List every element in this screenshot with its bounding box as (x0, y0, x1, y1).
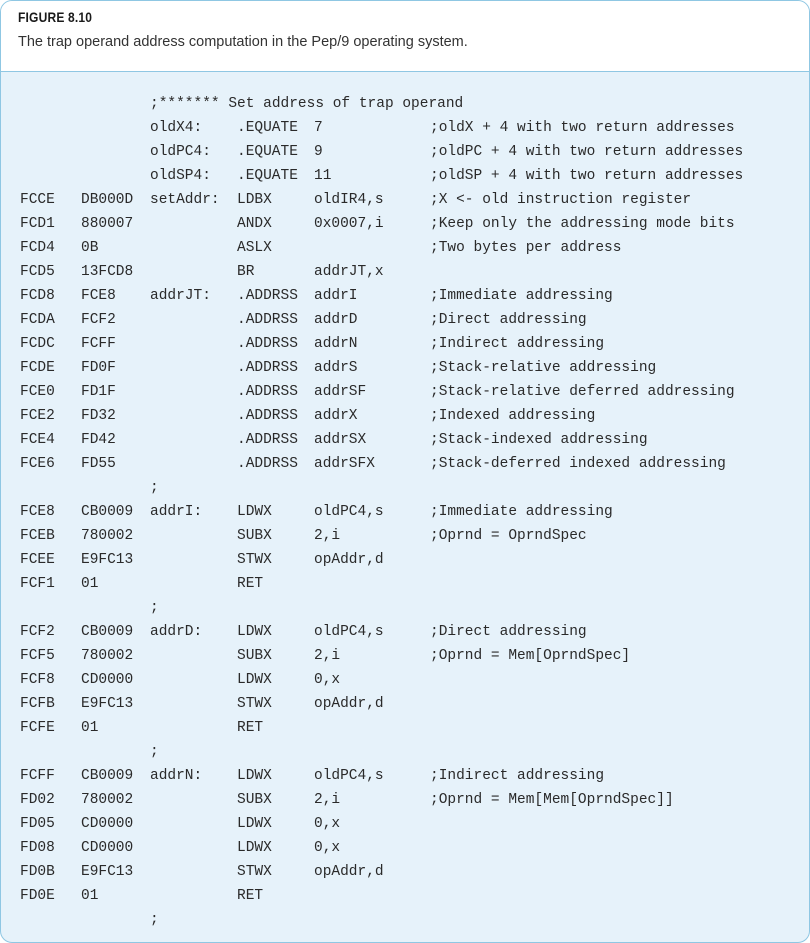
listing-line (1, 188, 809, 212)
listing-comment: ;oldSP + 4 with two return addresses (430, 168, 744, 184)
listing-address: FCEB (20, 528, 55, 544)
listing-address: FD08 (20, 840, 55, 856)
listing-line (1, 140, 809, 164)
listing-line (1, 476, 809, 500)
listing-line (1, 644, 809, 668)
listing-address: FCE6 (20, 456, 55, 472)
listing-operand: oldIR4,s (314, 192, 384, 208)
listing-address: FCF2 (20, 624, 55, 640)
listing-comment: ;Oprnd = Mem[Mem[OprndSpec]] (430, 792, 674, 808)
listing-object-code: 01 (81, 888, 99, 904)
listing-operand: opAddr,d (314, 552, 384, 568)
listing-object-code: 780002 (81, 528, 134, 544)
listing-object-code: FCE8 (81, 288, 116, 304)
listing-line (1, 764, 809, 788)
listing-line (1, 860, 809, 884)
listing-mnemonic: .EQUATE (237, 144, 298, 160)
listing-object-code: FD1F (81, 384, 116, 400)
listing-comment: ;Stack-indexed addressing (430, 432, 648, 448)
listing-address: FD0E (20, 888, 55, 904)
listing-operand: 2,i (314, 792, 341, 808)
listing-mnemonic: ASLX (237, 240, 272, 256)
listing-operand: 2,i (314, 648, 341, 664)
listing-object-code: 880007 (81, 216, 134, 232)
listing-object-code: E9FC13 (81, 864, 134, 880)
listing-comment: ;Stack-deferred indexed addressing (430, 456, 726, 472)
listing-comment-line: ; (150, 600, 159, 616)
listing-address: FCFB (20, 696, 55, 712)
listing-mnemonic: .EQUATE (237, 120, 298, 136)
listing-mnemonic: SUBX (237, 648, 272, 664)
listing-line (1, 908, 809, 932)
listing-comment: ;Stack-relative deferred addressing (430, 384, 735, 400)
listing-operand: 0,x (314, 672, 341, 688)
listing-object-code: 780002 (81, 792, 134, 808)
listing-operand: addrSF (314, 384, 367, 400)
listing-mnemonic: .ADDRSS (237, 336, 298, 352)
listing-comment-line: ; (150, 912, 159, 928)
listing-operand: 2,i (314, 528, 341, 544)
listing-object-code: E9FC13 (81, 696, 134, 712)
listing-line (1, 884, 809, 908)
listing-object-code: FCFF (81, 336, 116, 352)
listing-address: FCE2 (20, 408, 55, 424)
listing-object-code: FD55 (81, 456, 116, 472)
listing-mnemonic: .ADDRSS (237, 360, 298, 376)
listing-mnemonic: .ADDRSS (237, 312, 298, 328)
listing-line (1, 572, 809, 596)
listing-object-code: CB0009 (81, 768, 134, 784)
listing-object-code: 13FCD8 (81, 264, 134, 280)
listing-operand: addrX (314, 408, 358, 424)
listing-address: FD02 (20, 792, 55, 808)
listing-mnemonic: .ADDRSS (237, 408, 298, 424)
listing-operand: addrSX (314, 432, 367, 448)
listing-object-code: CB0009 (81, 504, 134, 520)
listing-operand: 7 (314, 120, 323, 136)
listing-line (1, 428, 809, 452)
listing-object-code: 0B (81, 240, 99, 256)
listing-address: FCFE (20, 720, 55, 736)
listing-symbol: setAddr: (150, 192, 220, 208)
listing-line (1, 380, 809, 404)
listing-mnemonic: LDWX (237, 840, 272, 856)
listing-address: FCD1 (20, 216, 55, 232)
listing-line (1, 356, 809, 380)
listing-symbol: addrJT: (150, 288, 211, 304)
listing-line (1, 668, 809, 692)
listing-object-code: CD0000 (81, 816, 134, 832)
listing-object-code: 780002 (81, 648, 134, 664)
listing-line (1, 740, 809, 764)
listing-line (1, 116, 809, 140)
listing-symbol: oldPC4: (150, 144, 211, 160)
listing-operand: 9 (314, 144, 323, 160)
figure-label: FIGURE 8.10 (18, 9, 93, 25)
listing-mnemonic: .ADDRSS (237, 384, 298, 400)
listing-object-code: E9FC13 (81, 552, 134, 568)
listing-operand: 11 (314, 168, 332, 184)
listing-comment: ;Indexed addressing (430, 408, 596, 424)
listing-comment: ;Oprnd = OprndSpec (430, 528, 587, 544)
listing-line (1, 452, 809, 476)
listing-mnemonic: STWX (237, 552, 272, 568)
listing-line (1, 692, 809, 716)
listing-address: FCE8 (20, 504, 55, 520)
listing-mnemonic: BR (237, 264, 255, 280)
listing-address: FCD5 (20, 264, 55, 280)
listing-object-code: FD0F (81, 360, 116, 376)
listing-object-code: 01 (81, 576, 99, 592)
listing-comment: ;Stack-relative addressing (430, 360, 657, 376)
listing-line (1, 500, 809, 524)
listing-object-code: CD0000 (81, 840, 134, 856)
listing-operand: 0x0007,i (314, 216, 384, 232)
listing-mnemonic: SUBX (237, 528, 272, 544)
listing-line (1, 308, 809, 332)
listing-object-code: CD0000 (81, 672, 134, 688)
listing-object-code: CB0009 (81, 624, 134, 640)
listing-object-code: DB000D (81, 192, 134, 208)
listing-comment-line: ; (150, 744, 159, 760)
listing-symbol: oldSP4: (150, 168, 211, 184)
listing-object-code: FD32 (81, 408, 116, 424)
listing-line (1, 404, 809, 428)
listing-operand: addrN (314, 336, 358, 352)
listing-address: FCE4 (20, 432, 55, 448)
listing-comment: ;Indirect addressing (430, 768, 605, 784)
listing-line (1, 788, 809, 812)
listing-mnemonic: LDWX (237, 768, 272, 784)
listing-comment: ;Oprnd = Mem[OprndSpec] (430, 648, 631, 664)
listing-line (1, 836, 809, 860)
listing-operand: addrD (314, 312, 358, 328)
listing-line (1, 260, 809, 284)
figure-description: The trap operand address computation in the Pep/9 operating system. (18, 34, 468, 50)
listing-mnemonic: .EQUATE (237, 168, 298, 184)
listing-comment: ;oldX + 4 with two return addresses (430, 120, 735, 136)
listing-comment-line: ; (150, 480, 159, 496)
listing-mnemonic: RET (237, 888, 264, 904)
listing-line (1, 524, 809, 548)
listing-comment: ;Indirect addressing (430, 336, 605, 352)
listing-comment-line: ;******* Set address of trap operand (150, 96, 464, 112)
listing-comment: ;Immediate addressing (430, 504, 613, 520)
listing-comment: ;oldPC + 4 with two return addresses (430, 144, 744, 160)
listing-address: FCF1 (20, 576, 55, 592)
listing-address: FCCE (20, 192, 55, 208)
listing-line (1, 812, 809, 836)
listing-operand: oldPC4,s (314, 624, 384, 640)
listing-mnemonic: .ADDRSS (237, 288, 298, 304)
listing-address: FCD8 (20, 288, 55, 304)
listing-mnemonic: RET (237, 720, 264, 736)
listing-symbol: addrI: (150, 504, 203, 520)
listing-operand: opAddr,d (314, 696, 384, 712)
listing-comment: ;Keep only the addressing mode bits (430, 216, 735, 232)
listing-line (1, 548, 809, 572)
listing-address: FCEE (20, 552, 55, 568)
listing-address: FCF8 (20, 672, 55, 688)
listing-line (1, 716, 809, 740)
listing-mnemonic: LDWX (237, 504, 272, 520)
listing-operand: addrI (314, 288, 358, 304)
listing-symbol: addrN: (150, 768, 203, 784)
listing-symbol: addrD: (150, 624, 203, 640)
listing-address: FCDC (20, 336, 55, 352)
listing-comment: ;Direct addressing (430, 312, 587, 328)
listing-operand: 0,x (314, 816, 341, 832)
listing-operand: oldPC4,s (314, 504, 384, 520)
listing-object-code: FCF2 (81, 312, 116, 328)
listing-object-code: 01 (81, 720, 99, 736)
listing-line (1, 284, 809, 308)
listing-address: FD05 (20, 816, 55, 832)
listing-mnemonic: .ADDRSS (237, 456, 298, 472)
listing-comment: ;Two bytes per address (430, 240, 622, 256)
listing-operand: addrSFX (314, 456, 375, 472)
listing-line (1, 212, 809, 236)
listing-operand: oldPC4,s (314, 768, 384, 784)
listing-mnemonic: STWX (237, 864, 272, 880)
listing-mnemonic: ANDX (237, 216, 272, 232)
listing-address: FCDA (20, 312, 55, 328)
listing-address: FCE0 (20, 384, 55, 400)
listing-address: FD0B (20, 864, 55, 880)
listing-address: FCF5 (20, 648, 55, 664)
listing-operand: opAddr,d (314, 864, 384, 880)
listing-object-code: FD42 (81, 432, 116, 448)
listing-operand: addrJT,x (314, 264, 384, 280)
listing-mnemonic: .ADDRSS (237, 432, 298, 448)
listing-comment: ;Direct addressing (430, 624, 587, 640)
assembly-listing (1, 1, 809, 942)
listing-line (1, 596, 809, 620)
listing-mnemonic: LDWX (237, 672, 272, 688)
listing-symbol: oldX4: (150, 120, 203, 136)
listing-mnemonic: STWX (237, 696, 272, 712)
listing-comment: ;X <- old instruction register (430, 192, 692, 208)
listing-mnemonic: LDWX (237, 816, 272, 832)
listing-line (1, 620, 809, 644)
listing-mnemonic: RET (237, 576, 264, 592)
listing-operand: 0,x (314, 840, 341, 856)
listing-comment: ;Immediate addressing (430, 288, 613, 304)
listing-address: FCDE (20, 360, 55, 376)
listing-mnemonic: LDBX (237, 192, 272, 208)
listing-mnemonic: SUBX (237, 792, 272, 808)
listing-mnemonic: LDWX (237, 624, 272, 640)
listing-address: FCFF (20, 768, 55, 784)
listing-operand: addrS (314, 360, 358, 376)
listing-line (1, 92, 809, 116)
listing-line (1, 164, 809, 188)
listing-line (1, 332, 809, 356)
listing-address: FCD4 (20, 240, 55, 256)
listing-line (1, 236, 809, 260)
